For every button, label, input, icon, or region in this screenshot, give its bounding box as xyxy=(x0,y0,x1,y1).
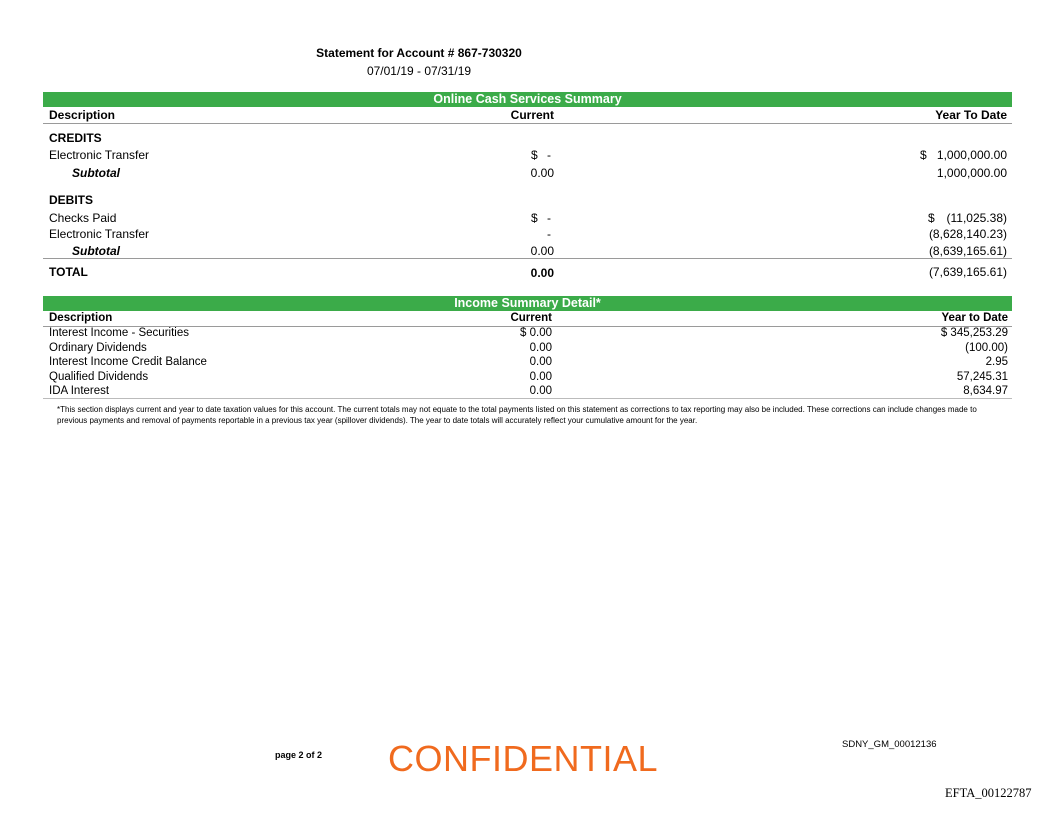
total-ytd: (7,639,165.61) xyxy=(928,265,1007,279)
row-ytd: (100.00) xyxy=(965,342,1008,354)
total-label: TOTAL xyxy=(49,265,88,279)
debits-label: DEBITS xyxy=(49,193,94,207)
subtotal-current: 0.00 xyxy=(530,244,554,258)
subtotal-current: 0.00 xyxy=(530,166,554,180)
row-ytd: 2.95 xyxy=(985,356,1008,368)
row-description: IDA Interest xyxy=(49,385,110,397)
row-current: 0.00 xyxy=(529,385,552,397)
row-current: 0.00 xyxy=(529,371,552,383)
row-current: 0.00 xyxy=(529,356,552,368)
statement-title: Statement for Account # 867-730320 xyxy=(316,46,522,60)
income-summary-band: Income Summary Detail* xyxy=(43,296,1012,311)
subtotal-label: Subtotal xyxy=(72,166,120,180)
row-description: Electronic Transfer xyxy=(49,227,150,241)
row-description: Ordinary Dividends xyxy=(49,342,147,354)
confidential-stamp: CONFIDENTIAL xyxy=(388,738,659,779)
row-current: - xyxy=(547,227,551,241)
column-header-current: Current xyxy=(510,108,554,122)
row-ytd: 57,245.31 xyxy=(956,371,1008,383)
row-ytd: 8,634.97 xyxy=(963,385,1008,397)
row-current: $ 0.00 xyxy=(520,327,552,339)
page-number: page 2 of 2 xyxy=(275,750,323,760)
statement-period: 07/01/19 - 07/31/19 xyxy=(366,64,472,78)
column-header-ytd: Year To Date xyxy=(935,108,1007,122)
row-ytd: (11,025.38) xyxy=(946,211,1007,225)
income-header-current: Current xyxy=(510,312,552,324)
row-ytd: $ 345,253.29 xyxy=(940,327,1008,339)
income-header-description: Description xyxy=(49,312,113,324)
row-current: - xyxy=(547,148,551,162)
column-header-description: Description xyxy=(49,108,116,122)
income-footnote: *This section displays current and year to date taxation values for this account. The current totals may not equate to the total payments listed on this statement as corrections to tax reporting may also be included. These corrections can include changes made to previous payments and removal of payments reportable in a previous tax year (spillover dividends). The year to date totals will accurately reflect your cumulative amount for the year. xyxy=(57,405,977,425)
currency-symbol: $ xyxy=(928,211,935,225)
currency-symbol: $ xyxy=(531,148,538,162)
row-ytd: 1,000,000.00 xyxy=(936,148,1007,162)
subtotal-ytd: 1,000,000.00 xyxy=(936,166,1007,180)
total-current: 0.00 xyxy=(530,266,554,280)
subtotal-ytd: (8,639,165.61) xyxy=(928,244,1007,258)
header-divider xyxy=(43,123,1012,124)
row-ytd: (8,628,140.23) xyxy=(928,227,1007,241)
total-divider xyxy=(43,258,1012,259)
currency-symbol: $ xyxy=(531,211,538,225)
cash-summary-band: Online Cash Services Summary xyxy=(43,92,1012,107)
subtotal-label: Subtotal xyxy=(72,244,120,258)
income-header-ytd: Year to Date xyxy=(941,312,1008,324)
row-description: Checks Paid xyxy=(49,211,117,225)
income-bottom-divider xyxy=(43,398,1012,399)
row-description: Interest Income - Securities xyxy=(49,327,189,339)
bates-number: SDNY_GM_00012136 xyxy=(842,739,937,750)
credits-label: CREDITS xyxy=(49,131,102,145)
row-current: 0.00 xyxy=(529,342,552,354)
row-description: Interest Income Credit Balance xyxy=(49,356,207,368)
row-current: - xyxy=(547,211,551,225)
row-description: Electronic Transfer xyxy=(49,148,150,162)
row-description: Qualified Dividends xyxy=(49,371,149,383)
efta-number: EFTA_00122787 xyxy=(945,786,1032,800)
currency-symbol: $ xyxy=(920,148,927,162)
